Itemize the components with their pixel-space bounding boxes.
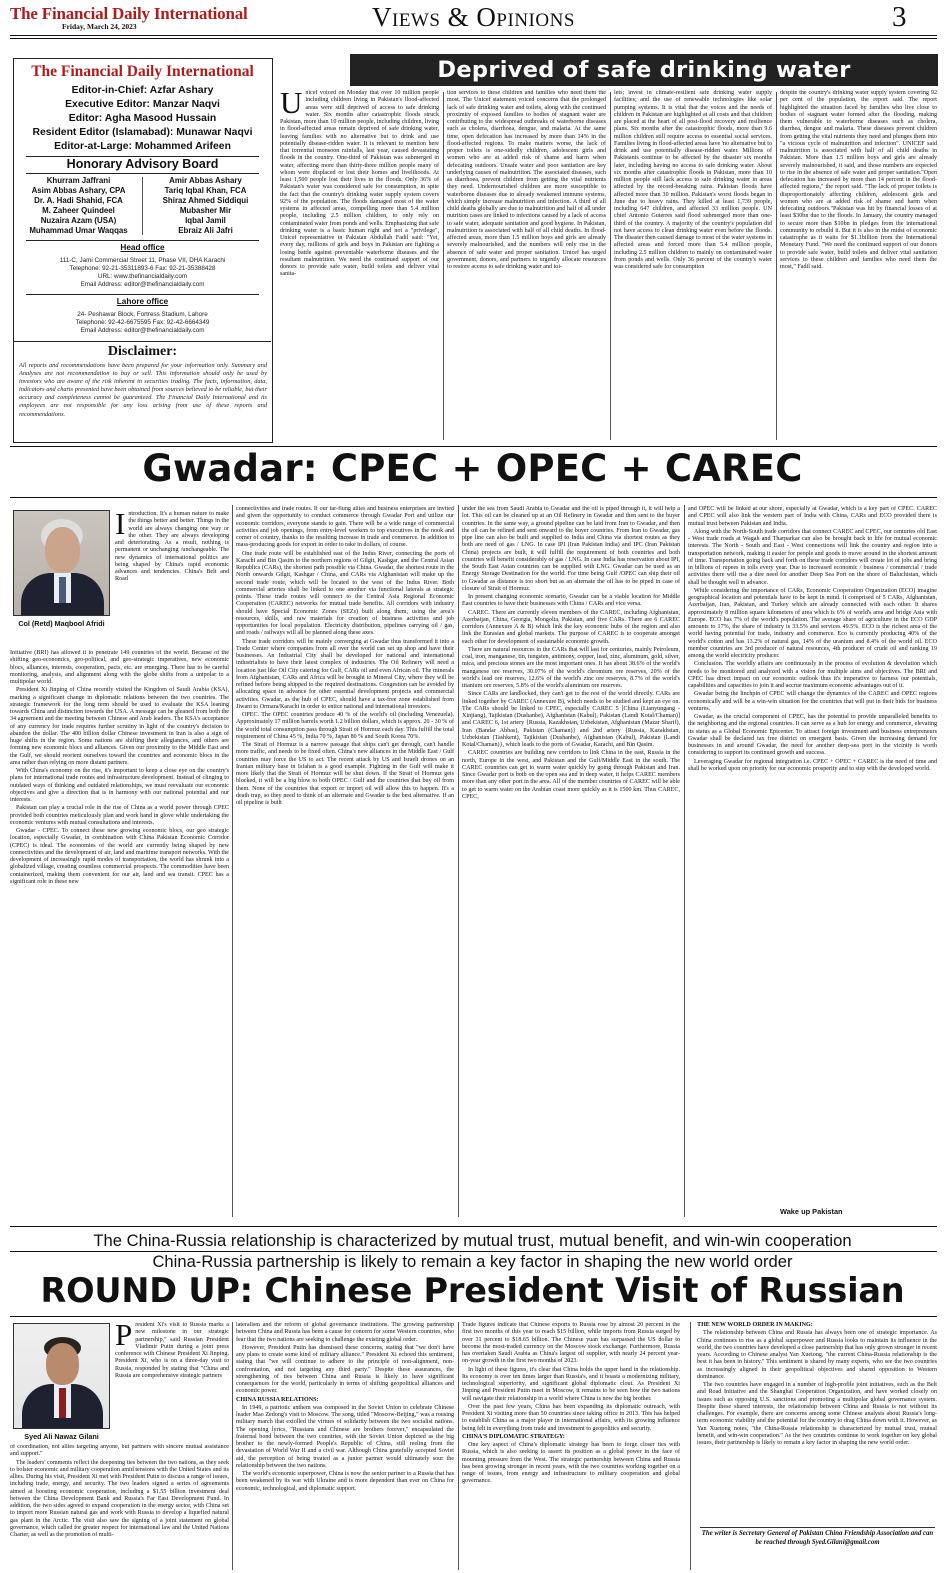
advisory-member: M. Zaheer Quindeel bbox=[42, 206, 115, 215]
advisory-divider bbox=[142, 177, 143, 235]
article3-dropcap: P bbox=[115, 1322, 133, 1352]
article2-paragraph: Gwadar - CPEC. To connect these new growing economic blocs, our geo strategic location, especially Gwadar, in combination with China Pakistan Economic Corridor (CPEC) is ideal. The economies of the world are currently being shaped by new connectivities and the development of air, land and maritime transport networks. With the development of increasingly rapid modes of transportation, the world has shrunk into a globalized village, creating countless commercial prospects. The commodities have been containerized, making them convenient for our air, land and sea transit. CPEC has a significant role in these new bbox=[10, 828, 229, 885]
divider bbox=[26, 240, 259, 241]
article2-paragraph: Pakistan can play a crucial role in the rise of China as a world power through CPEC provided both countries meticulously plan and work hand in glove while undertaking the economic ventures with mutual consultations and interests. bbox=[10, 805, 229, 826]
masthead-rule bbox=[10, 35, 937, 36]
section-title: Views & Opinions bbox=[372, 2, 575, 32]
article2-paragraph: There are natural resources in the CARs that will last for centuries, mainly Petroleum, coal, iron, manganese, tin, tungsten, antimony, copper, lead, zinc, aluminum, gold, silver, mica, and precious stones are the most important ones. It has about 38.6% of the world's manganese ore reserves, 30.07% of the world's chromium ore reserves, 20% of the world's lead ore reserves, 12.6% of the world's zinc ore reserves, 8.7% of the world's titanium ore reserves, 5.8% of the world's aluminum ore reserves. bbox=[462, 646, 680, 689]
article2-paragraph: These trade corridors will be mainly converging at Gwadar thus transformed it into a Trade Center where companies from all over the world can set up shop and have their businesses. An Industrial City shall be developed for national and international industrialists to have their latest complex of industries. The Oil Refinery will need a location just like Oil City catering for Gulf, CARs oil and even African oil. The minerals from Afghanistan, CARs and Africa will be brought to Mineral City, where they will be refined before being shipped to the required destinations. Congestion can be avoided by allocating space in advance for other essential development projects and commercial activities. Gwadar, as the hub of CPEC, should have a tax-free zone established from Jiwani to Ormara/Karachi in order to entice national and international investors. bbox=[236, 638, 454, 710]
issue-date: Friday, March 24, 2023 bbox=[62, 22, 137, 31]
column-divider bbox=[684, 505, 685, 1217]
office-line: Telephone: 92-21-35311893-6 Fax: 92-21-35388428 bbox=[69, 265, 216, 272]
article2-paragraph: OPEC. The OPEC countries produce 40 % of the world's oil (including Venezuela). Approximately 17 million barrels worth 1.2 billion dollars, which is approx. 20 - 30 % of the world total consumption pass through Strait of Hormuz each day. This fulfill the total requirement of China 45 %, India 70 %, Japan 80 % and South Korea 70%. bbox=[236, 712, 454, 740]
article1-column-3 bbox=[614, 90, 772, 442]
article2-paragraph: One trade route will be established east of the Indus River, connecting the ports of Karachi and Bin Qasim to the northern regions of Gilgit, Kashgar, and the Central Asian Republics (CARs), the shortest path possible via China. Gwadar, the shortest route in the North onwards Gilgit, Kashgar / China, and CARs via Afghanistan will make up the second trade route, which will be located to the west of the Indus River. Both commercial arteries shall be linked to one another via functional laterals at strategic points. These trade routes will connect to the Central Asia Regional Economic Cooperation (CAREC) networks for mutual trade benefits. All corridors with industry should have Special Economic Zones (SEZs) built along them, using the area's resources, skills, and raw materials for creation of business activities and job opportunities for local population. Electricity distribution, pipelines carrying oil / gas, and roads / railways will all be planned along these axes. bbox=[236, 550, 454, 637]
advisory-member: Shiraz Ahmed Siddiqui bbox=[162, 196, 249, 205]
article3-paragraph: Trade figures indicate that Chinese exports to Russia rose by almost 20 percent in the first two months of this year to reach $15 billion, while imports from Russia surged by over 31 percent to $18.65 billion. The Chinese yuan has surpassed the US dollar to become the most-traded currency on the Moscow stock exchange. Furthermore, Russia has overtaken Saudi Arabia as China's largest oil supplier, with nearly 24 percent year-on-year growth in the first two months of 2023. bbox=[462, 1322, 680, 1365]
article2-paragraph: Since CARs are landlocked, they can't get to the rest of the world directly. CARs are linked together by CAREC (Annexure B), which needs to be studied and kept an eye on. The CARs should be linked to CPEC, especially CAREC 5 [China (Lianyungang - Xinjiang), Tajikistan (Dushanbe), Afghanistan (Kabul), Pakistan (Landi Kotal/Chaman)] and CAREC 6, 1st artery {Russia, Kazakhstan, Uzbekistan, Afghanistan (Mazar Sharif), Iran (Bandar Abbas), Pakistan (Chaman)} and 2nd artery {Russia, Kazakhstan, Uzbekistan (Tashkent), Tajikistan (Dushanbe), Afghanistan (Kabul), Pakistan (Landi Kotal/Chaman)}, which leads to the ports of Gwadar, Karachi, and Bin Qasim. bbox=[462, 691, 680, 748]
article3-column-1-intro bbox=[115, 1322, 229, 1444]
article3-column-4 bbox=[697, 1322, 937, 1527]
advisory-member: Khurram Jaffrani bbox=[46, 176, 111, 185]
advisory-board-title: Honorary Advisory Board bbox=[66, 157, 219, 171]
photo-face bbox=[46, 1343, 79, 1385]
advisory-member: Dr. A. Hadi Shahid, FCA bbox=[34, 196, 123, 205]
lahore-office-title: Lahore office bbox=[116, 297, 169, 306]
article3-paragraph: resident Xi's visit to Russia marks a new milestone in our strategic partnership," said Russian President Vladimir Putin during a joint press conference with Chinese President Xi Jinping. President Xi, who is on a three-day visit to Russia, responded by stating that "China and Russia are comprehensive strategic partners bbox=[115, 1322, 229, 1379]
editorial-box bbox=[13, 58, 273, 443]
article1-headline: Deprived of safe drinking water bbox=[350, 54, 938, 86]
article2-byline: Wake up Pakistan bbox=[780, 1207, 843, 1216]
staff-executive-editor: Executive Editor: Manzar Naqvi bbox=[65, 99, 220, 110]
article2-column-3 bbox=[462, 506, 680, 1220]
article1-column-2 bbox=[447, 90, 606, 442]
advisory-member: Nuzaira Azam (USA) bbox=[40, 216, 117, 225]
editorial-paper-name: The Financial Daily International bbox=[31, 63, 254, 80]
section-rule bbox=[10, 1226, 937, 1227]
advisory-member: Iqbal Jamil bbox=[185, 216, 226, 225]
author-caption-gilani: Syed Ali Nawaz Gilani bbox=[24, 1432, 99, 1441]
staff-editor: Editor: Agha Masood Hussain bbox=[68, 113, 217, 124]
advisory-member: Mubasher Mir bbox=[179, 206, 232, 215]
divider bbox=[26, 294, 259, 295]
article3-paragraph: In light of these figures, it's clear that China holds the upper hand in the relationship. Its economy is over ten times larger than Russia's, and it boasts a modernizing military, technological superiority, and significant global diplomatic clout. As President Xi Jinping and President Putin meet in Moscow, it remains to be seen how the two nations will navigate their relationship in a world where China is now the big brother. bbox=[462, 1366, 680, 1402]
advisory-member: Asim Abbas Ashary, CPA bbox=[31, 186, 126, 195]
article2-dropcap: I bbox=[115, 511, 126, 541]
article2-paragraph: President Xi Jinping of China recently visited the Kingdom of Saudi Arabia (KSA), marking a significant change in diplomatic relations between the two countries. The strategic framework for the long term should be used to evaluate the KSA leaning towards China and distinction towards the USA. A message can be gleaned from both the 34 agreement and the meeting between Chinese and Arab leaders. The KSA's acceptance of any currency for trade requires further scrutiny in light of the country's decision to abandon the dollar. The 400 billion dollar Chinese investment in Iran is also a sign of huge shifts in the region. Some nations are shifting their allegiances, and others are forming new economic blocs and alliances. Given our proximity to the Middle East and the Gulf, we should reorient ourselves toward the countries and economic blocs in the area rather than relying on more distant partners. bbox=[10, 687, 229, 766]
divider bbox=[14, 341, 271, 342]
staff-editor-in-chief: Editor-in-Chief: Azfar Ashary bbox=[71, 85, 214, 96]
column-divider bbox=[610, 92, 611, 440]
article3-paragraph: The world's economic superpower, China is now the senior partner to a Russia that has been weakened by its war with Ukraine and is more dependent than ever on China for economic, technological, and diplomatic support. bbox=[236, 1471, 454, 1492]
article3-column-3 bbox=[462, 1322, 680, 1570]
office-line: Email Address: editor@thefinancialdaily.com bbox=[80, 281, 205, 288]
column-divider bbox=[690, 1322, 691, 1570]
column-divider bbox=[232, 505, 233, 1217]
office-line: 111-C, Jami Commercial Street 11, Phase VII, DHA Karachi bbox=[59, 257, 226, 264]
column-divider bbox=[443, 92, 444, 440]
article3-paragraph: However, President Putin has dismissed these concerns, stating that "we don't have any plans to create some kind of military alliance." President Xi echoed this sentiment, stating that "we will continue to adhere to the principle of non-alignment, non-confrontation, and not targeting any third party." Despite these assurances, the strengthening of ties between China and Russia is likely to have significant consequences for the world, particularly in terms of shifting geopolitical alliances and economic power. bbox=[236, 1344, 454, 1395]
column-divider bbox=[458, 505, 459, 1217]
article2-paragraph: under the sea from Saudi Arabia to Gwadar and the oil is piped through it, it will help a lot. This oil can be cleaned up at an Oil Refinery in Gwadar and then sent to the buyer countries. In the same way, a ground pipeline can be laid from Iran to Gwadar, and then the oil can be refined and sent onward to the buyer countries. From Iran to Gwadar, gas pipe line can also be built and supplied to India and China via shortest routes as they both are need of gas / LNG. In case IPI (Iran Pakistan India) and IPC (Iran Pakistan China) projects are built, it will fulfill the requirement of both countries and both countries will benefit considerably of gas / LNG. In case India has reservation about IPI, the South East Asian countries can be supplied with LNG. Gwadar can be used as an Energy Storage Destination for the world. For time being Gulf /OPEC can ship their oil to Gwadar as distance is too short but as an alternate the oil has to be piped in case of closure of Strait of Hormuz. bbox=[462, 506, 680, 592]
article2-paragraph: Conclusion. The worldly affairs are continuously in the process of evolution & devolution which needs to be monitored and analyzed with a vision for multiple aims and objectives. The BRI and CPEC has direct impact on our economic outlook thus it's imperative to harness our potentials, capabilities and capacities to join it and accrue maximum economic advantages out of it. bbox=[688, 661, 937, 689]
article2-paragraph: Gwadar, as the crucial component of CPEC, has the potential to provide unparalleled benefits to the neighboring and the regional countries. It can serve as a hub for energy and commerce, elevating its status as a Global Economic Epicenter. To attract foreign investment and business entrepreneurs Gwadar shall be declared tax free district on emergent basis. Given the increasing demand for businesses in and around Gwadar, the need for another deep-sea port in the vicinity is worth considering to support its continued growth and success. bbox=[688, 714, 937, 757]
advisory-member: Muhammad Umar Waqqas bbox=[29, 226, 128, 235]
column-divider bbox=[232, 1322, 233, 1570]
lahore-office-address bbox=[14, 311, 271, 335]
article2-paragraph: and OPEC will be linked at our shore, especially at Gwadar, which is a key part of CPEC. CAREC and CPEC will also link the western part of India with China, CARs and ECO provided there is mutual trust between Pakistan and India. bbox=[688, 506, 937, 527]
author-caption-afridi: Col (Retd) Maqbool Afridi bbox=[18, 619, 105, 628]
article3-column-2 bbox=[236, 1322, 454, 1570]
column-divider bbox=[776, 92, 777, 440]
article3-strapline-1: The China-Russia relationship is characterized by mutual trust, mutual benefit, and win-win cooperation bbox=[93, 1231, 852, 1250]
office-line: Telephone: 92-42-6675595 Fax: 92-42-6664349 bbox=[75, 319, 210, 326]
article3-paragraph: One key aspect of China's diplomatic strategy has been to forge closer ties with Russia, which is also seeking to assert its position as a global power in the face of mounting pressure from the West. The strategic partnership between China and Russia has been growing stronger in recent years, with the two countries working together on a range of issues, from energy and infrastructure to military cooperation and global governance. bbox=[462, 1442, 680, 1485]
article2-paragraph: With China's economy on the rise, it's important to keep a close eye on the country's plans for international trade routes and infrastructure development. Instead of clinging to outdated ways of thinking and outdated relationships, we must reevaluate our economic objectives and give a direction that is in harmony with our national potential and our interests. bbox=[10, 768, 229, 803]
article1-column-4 bbox=[780, 90, 937, 442]
advisory-member: Ebraiz Ali Jafri bbox=[178, 226, 233, 235]
article3-subhead: CHINA RUSSIA RELATIONS: bbox=[236, 1396, 319, 1403]
article2-paragraph: Gwadar being the linchpin of CPEC will change the dynamics of the CAREC and OPEC regions economically and will be a win-win situation for the countries that will put in their bids for business ventures. bbox=[688, 691, 937, 712]
staff-resident-editor: Resident Editor (Islamabad): Munawar Naqvi bbox=[32, 127, 253, 138]
article3-author-credit: The writer is Secretary General of Pakistan China Friendship Association and can be reached through Syed.Gilani@gmail.com bbox=[701, 1530, 934, 1546]
photo-face bbox=[45, 527, 80, 573]
divider bbox=[26, 173, 259, 174]
article3-paragraph: lateralism and the reform of global governance institutions. The growing partnership between China and Russia has been a cause for concern for some Western countries, who fear that the two nations are seeking to challenge the existing global order. bbox=[236, 1322, 454, 1343]
article3-paragraph: The leaders' comments reflect the deepening ties between the two nations, as they seek to bolster economic and military cooperation amid tensions with the United States and its allies. During his visit, President Xi met with President Putin to discuss a range of issues, including trade, energy, and security. The two leaders signed a series of agreements aimed at boosting economic cooperation, including a $1.55 billion investment deal between the China Development Bank and Russia's Far East Development Fund. In addition, the two sides agreed to expand cooperation in the energy sector, with China set to import more Russian natural gas and work with Russia to develop a liquefied natural gas plant in the Arctic. The visit also saw the signing of a joint statement on global governance, which called for greater respect for international law and the United Nations Charter, as well as the promotion of multi- bbox=[10, 1459, 229, 1538]
article2-paragraph: connectivities and trade routes. If our far-flung allies and business enterprises are invited and given the opportunity to conduct commerce through Gwadar Port and utilize our economic corridors, everyone stands to gain. There will be a wide range of commercial activities and job openings, from entry-level workers to top executives in the nook and corner of country, thanks to the resulting increase in trade and commerce. In addition to mass-producing goods for export in order to rake in dollars, of course. bbox=[236, 506, 454, 549]
head-office-title: Head office bbox=[120, 243, 165, 252]
office-line: 24- Peshawar Block, Fortress Stadium, Lahore bbox=[77, 311, 208, 318]
article2-paragraph: Leveraging Gwadar for regional integration i.e. CPEC + OPEC + CAREC is the need of time and shall be worked upon on priority for our economic prosperity and to step with the developed world. bbox=[688, 758, 937, 772]
article3-paragraph: The relationship between China and Russia has always been one of strategic importance. As China continues to rise as a global superpower and Russia looks to maintain its influence in the world, the two countries have developed a close partnership that has only grown stronger in recent years. According to Chinese analyst Yan Xuetong, "the current China-Russia relationship is the best it has been in history." This sentiment is shared by many experts, who see the two countries as increasingly aligned in their geopolitical objectives and shared opposition to Western dominance. bbox=[697, 1330, 937, 1380]
author-photo-gilani bbox=[13, 1323, 110, 1429]
article1-dropcap: U bbox=[280, 90, 303, 120]
page-number: 3 bbox=[892, 1, 907, 33]
article2-column-1 bbox=[10, 650, 229, 1220]
article2-column-2 bbox=[236, 506, 454, 1220]
office-line: Email Address: editor@thefinancialdaily.com bbox=[80, 327, 205, 334]
advisory-left-list bbox=[16, 176, 141, 236]
photo-tie bbox=[59, 577, 66, 603]
staff-editor-at-large: Editor-at-Large: Mohammed Arifeen bbox=[54, 141, 231, 152]
article3-subhead: THE NEW WORLD ORDER IN MAKING: bbox=[697, 1322, 813, 1328]
article3-paragraph: In 1949, a patriotic anthem was composed in the Soviet Union to celebrate Chinese leader Mao Zedong's visit to Moscow. The song, titled "Moscow-Beijing," was a rousing military march that extolled the virtues of solidarity between the two socialist nations. The opening lyrics, "Russians and Chinese are brothers forever," encapsulated the fraternal bond between the two countries, with the Soviet Union depicted as the big brother to the newly-formed People's Republic of China, still reeling from the devastation of World War II and a civil war. Although China gratefully accepted Soviet aid, the perception of being treated as a junior partner would ultimately sour the relationship between the two nations. bbox=[236, 1404, 454, 1469]
article3-headline: ROUND UP: Chinese President Visit of Russian bbox=[40, 1271, 905, 1310]
article1-column-1 bbox=[280, 90, 439, 442]
photo-tie bbox=[59, 1388, 66, 1418]
advisory-member: Tariq Iqbal Khan, FCA bbox=[164, 186, 247, 195]
article2-paragraph: In present changing economic scenario, Gwadar can be a viable location for Middle East countries to have their businesses with China / CARs and vice versa. bbox=[462, 594, 680, 608]
headline-rule bbox=[10, 1316, 937, 1317]
article2-paragraph: Along with the North-South trade corridors that connect CAREC and CPEC, our centuries old East - West trade roads at Wagah and Tharparkar can also be brought back to life for mutual economic interests. The North - South and East - West connections will link the country and region into a transportation network, making it easier for people and goods to move around in the shortest amount of time. Transportation going back and forth on these trade corridors will create lot of jobs and bring in billions of rupees in tolls every year. Due to increased economic / business / commercial / trade activities there will rise a dire need for another Deep Sea Port on the shore of Baluchistan, which shall be thought well in advance. bbox=[688, 528, 937, 586]
article2-paragraph: The Strait of Hormuz is a narrow passage that ships can't get through, can't handle more traffic, and needs to be fixed often. China's new alliances in the Middle East / Gulf countries may force the US to act. The recent attack by US and Israeli drones on an Iranian military base in Isfahan is a good example. Fighting in the Gulf will make it more likely that the Strait of Hormuz will be shut down. If the Strait of Hormuz gets blocked, it will be a big blow to both OPEC / Gulf and the countries that buy oil from them. None of the countries that export or import oil will allow this to happen. It's a death trap, so they need to think of an alternate and Gwadar is the best alternative. If an oil pipeline is built bbox=[236, 742, 454, 806]
advisory-right-list bbox=[143, 176, 268, 236]
article3-column-1 bbox=[10, 1444, 229, 1570]
article1-paragraph: lets; invest in climate-resilient safe drinking water supply facilities; and the use of renewable technologies like solar pumping systems. It is vital that the voices and the needs of children in Pakistan are highlighted at all costs and that children are placed at the heart of all post-flood recovery and resilience plans. Six months after the catastrophic floods, more than 9.6 million children still require access to essential social services. Families living in flood-affected areas have 'no alternative but to drink and use potentially disease-ridden water. Millions of Pakistanis continue to be affected by the disaster six months later, including having no access to safe drinking water. About six months after catastrophic floods in Pakistan, more than 10 million people still lack access to safe drinking water in areas affected by the record-breaking rains. Pakistan floods have affected more than 30 million. Pakistan's worst floods began in June due to heavy rains. They killed at least 1,739 people, including 647 children, and affected 33 million people. UN chief Antonio Guterres said flood submerged more than one-third of the country. A majority of the country's population did not have access to clean drinking water even before the floods. The disaster then caused damage to most of the water systems in affected areas and forced more than 5.4 million people, including 2.5 million children to mainly on contaminated water from ponds and wells. Only 36 percent of the country's water was considered safe for consumption bbox=[614, 90, 772, 270]
column-divider bbox=[458, 1322, 459, 1570]
credit-rule bbox=[700, 1527, 935, 1528]
article1-paragraph: despite the country's drinking water supply system covering 92 per cent of the population, the report said. The report highlighted the situation faced by families who live close to bodies of stagnant water formed after the flooding, making them vulnerable to waterborne diseases such as cholera, diarrhea, dengue and malaria. These diseases prevent children from getting the vital nutrients they need and plunges them into "a vicious cycle of malnutrition and infection". UNICEF said malnutrition is associated with half of all child deaths in Pakistan. More than 1.5 million boys and girls are already severely malnourished, it said, and those numbers are expected to rise in the absence of safe water and proper sanitation."Open defecation has increased by more than 14 percent in the flood-affected regions," the report said. "The lack of proper toilets is disproportionately affecting children, adolescent girls and women who are at added risk of shame and harm when defecating outdoors."Pakistan was hit by financial losses of at least $30bn due to the floods. In January, the country managed to secure more than $10bn in pledges from the international community to rebuild it. But it is also in the midst of economic catastrophe as it waits for $1.1billion from the International Monetary Fund. "We need the continued support of our donors to provide safe water, build toilets and deliver vital sanitation services to these children and families who need them the most," Fadil said. bbox=[780, 90, 937, 270]
article3-subhead: CHINA'S DIPLOMATIC STRATEGY: bbox=[462, 1433, 565, 1440]
article3-paragraph: Over the past few years, China has been expanding its diplomatic outreach, with President Xi visiting more than 50 countries since taking office in 2013. This has helped to establish China as a major player in international affairs, with its growing influence being felt in everything from trade and investment to geopolitics and security. bbox=[462, 1403, 680, 1432]
article2-headline: Gwadar: CPEC + OPEC + CAREC bbox=[142, 447, 803, 490]
paper-name: The Financial Daily International bbox=[10, 4, 248, 23]
advisory-member: Amir Abbas Ashary bbox=[169, 176, 242, 185]
masthead-rule-thin bbox=[10, 38, 937, 39]
disclaimer-text: All reports and recommendations have been prepared for your information only. Summary and Analyses are not recommendation to buy or sell. This information should only be used by investors who are aware of the risk inherent in securities trading. The facts, information, data, indicators and charts presented have been obtained from sources believed to be reliable, but their accuracy and completeness cannot be guaranteed. The Financial Daily International and its employees are not responsible for any loss arising from use of these reports and recommendations. bbox=[19, 362, 267, 418]
disclaimer-title: Disclaimer: bbox=[107, 344, 178, 359]
article1-paragraph: nicef voiced on Monday that over 10 million people including children living in Pakistan's flood-affected areas were still deprived of access to safe drinking water. Six months after catastrophic floods struck Pakistan, more than 10 million people, including children, living in flood-affected areas remain deprived of safe drinking water, leaving families with no alternative but to drink and use potentially disease-ridden water. It is relevant to mention here that torrential monsoon rainfalls, last year, caused devastating floods in the country. One-third of Pakistan was submerged in water, affecting more than thirty-three million people many of whom were displaced or lost their homes and livelihoods. At least 1,500 people lost their lives in the floods. Only 36% of Pakistan's water was considered safe for consumption, in spite the fact that the country's drinking water supply system covers 92% of the population. The floods damaged most of the water systems in affected areas, compelling more than 5.4 million people, including 2.5 million children, to only rely on contaminated water from ponds and wells. Emphasizing that safe drinking water is a basic human right and not a "privilege", Unicef representative in Pakistan Abdullah Fadil said: "Yet, every day, millions of girls and boys in Pakistan are fighting a losing battle against preventable waterborne diseases and the resultant malnutrition. We need the continued support of our donors to provide safe water, build toilets and deliver vital sanita- bbox=[280, 90, 439, 278]
article2-paragraph: CAREC countries are building new corridors to link China in the east, Russia in the north, Europe in the west, and Pakistan and the Gulf/Middle East in the south. The CAREC countries can get to warm water quickly by going through Pakistan and Iran. Since Gwadar port is both on the open sea and in deep water, it helps CAREC members more than any other port in the area. All of the member countries of CAREC will be able to get to warm water on the Arabian coast more quickly as it is 1500 km. Thus CAREC, CPEC, bbox=[462, 750, 680, 800]
article2-paragraph: While considering the importance of CARs, Economic Cooperation Organization (ECO) imagine geographical location and potentials have to be kept in mind. It comprised of 5 CARs, Afghanistan, Azerbaijan, Iran, Pakistan, and Turkey which are already connected with each other. It shares approximately 8 million square kilometers of area which is 6% of world's area and bridge Asia with Europe. ECO has 7% of the world's population. The average share of agriculture in the ECO GDP amounts to 17%, the share of industry is 33.5% and services 49.5%. ECO is the richest area of the world having potential for trade, industry and commerce. Eco is currently producing 40% of the world's cotton and has 13.2% of natural gas, 14% of the uranium and 8.4% of the world oil. ECO member countries are 3rd producer of natural resources, 4th producer of crude oil and ranking 19 among the world electricity producer. bbox=[688, 587, 937, 659]
article2-paragraph: CAREC. There are currently eleven members of the CAREC, including Afghanistan, Azerbaijan, China, Georgia, Mongolia, Pakistan, and five CARs. There are 6 CAREC corridors (Annexure A & B) which link the key economic hubs of the region and also link the Eurasian and global markets. The purpose of CAREC is to cooperate amongst each other for development of sustainable economic growth. bbox=[462, 609, 680, 645]
article2-column-1-intro bbox=[115, 511, 229, 647]
head-office-address bbox=[14, 257, 271, 289]
article3-strapline-2: China-Russia partnership is likely to remain a key factor in shaping the new world order bbox=[152, 1252, 793, 1271]
article3-paragraph: The two countries have engaged in a number of high-profile joint initiatives, such as the Belt and Road Initiative and the Shanghai Cooperation Organization, and have worked closely on issues such as opposing U.S. sanctions and promoting a multipolar global governance system. Despite these shared interests, the relationship between China and Russia is not without its challenges. For example, there are concerns among some Chinese analysts about Russia's long-term economic viability and the potential for the country to drag China down with it. However, as Yan Xuetong notes, "the China-Russia relationship is characterized by mutual trust, mutual benefit, and win-win cooperation." As the two countries continue to work together on key global issues, their partnership is likely to remain a key factor in shaping the new world order. bbox=[697, 1382, 937, 1446]
article3-paragraph: of coordination, not allies targeting anyone, but partners with sincere mutual assistance and support." bbox=[10, 1444, 229, 1458]
author-photo-afridi bbox=[13, 510, 110, 616]
headline-rule bbox=[10, 497, 937, 498]
article2-paragraph: Initiative (BRI) has allowed it to penetrate 149 countries of the world. Because of the shifting geo-economics, geo-political, and geo-strategic imperatives, new economic blocs, alliances, interests, cooperation, pacts, etc. are emerging. There has to be careful monitoring, analysis, and alignment along with the globe shifts from a unipolar to a multipolar world. bbox=[10, 650, 229, 685]
office-line: URL: www.thefinancialdaily.com bbox=[97, 273, 188, 280]
article2-column-4 bbox=[688, 506, 937, 1206]
article1-paragraph: tion services to these children and families who need them the most. The Unicef statement voiced concerns that the prolonged lack of safe drinking water and toilets, along with the continued proximity of exposed families to bodies of stagnant water are contributing to the widespread outbreaks of waterborne diseases such as cholera, diarrhoea, dengue, and malaria. At the same time, open defecation has increased by more than 14% in the flood-affected regions. To make matters worse, the lack of proper toilets is one-sidedly children, adolescent girls and women who are at added risk of shame and harm when defecating outdoors. Unsafe water and poor sanitation are key underlying causes of malnutrition. The associated diseases, such as diarrhoea, prevent children from getting the vital nutrients they need. Undernourished children are more susceptible to waterborne diseases due to already weakened immune systems, which simply increase malnutrition and infection. A third of all child deaths globally are due to malnutrition and half of all under nutrition cases are linked to infections caused by a lack of access to safe water, adequate sanitation and good hygiene. In Pakistan, malnutrition is associated with half of all child deaths. In flood-affected areas, more than 1.5 million boys and girls are already severely malnourished, and the numbers will only rise in the absence of safe water and proper sanitation. Unicef has urged government, donors, and partners to urgently allocate resources to restore access to safe drinking water and toi- bbox=[447, 90, 606, 270]
article2-paragraph: ntroduction. It's a human nature to make the things better and better. Things in the world are always changing one way or the other. They are always developing and deteriorating. As a result, nothing is permanent or unchanging /unchangeable. The new dynamics of international politics are being shaped by China's rapid economic advances and tendencies. China's Belt and Road bbox=[115, 511, 229, 583]
